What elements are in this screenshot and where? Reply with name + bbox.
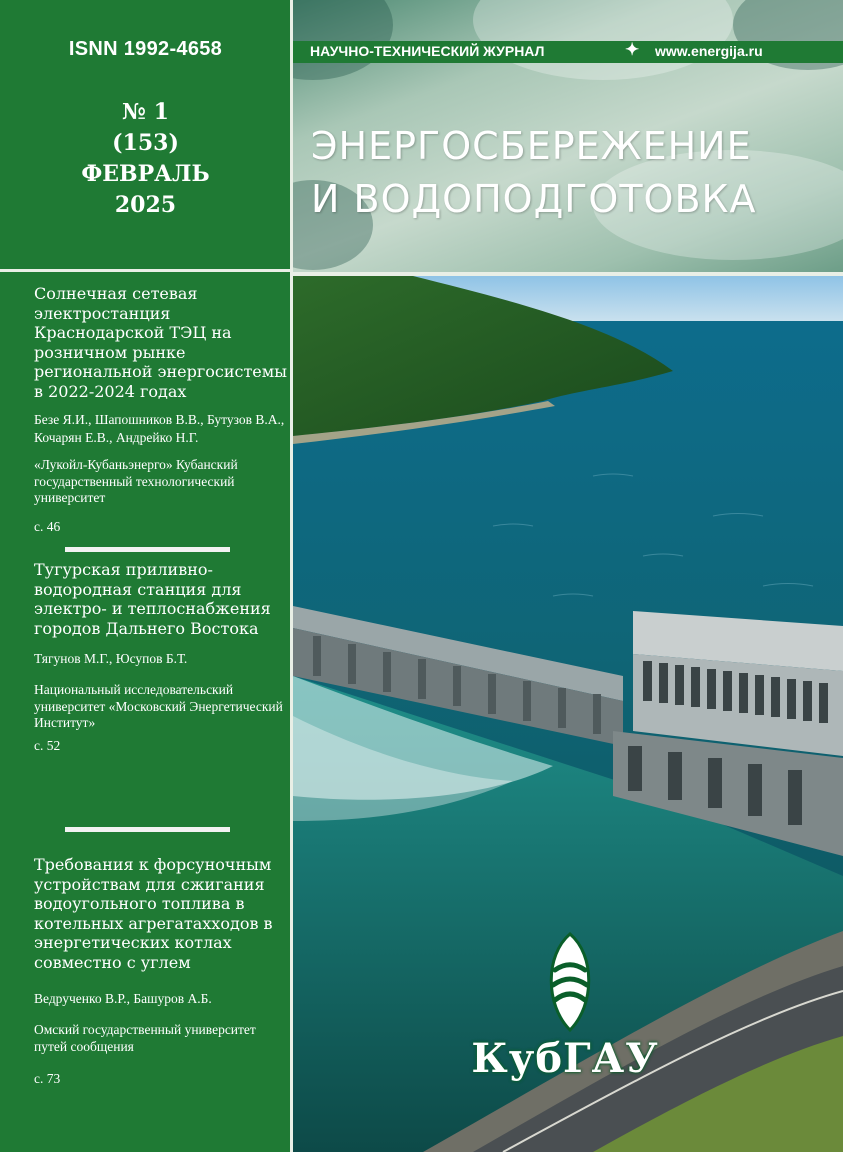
article-affiliation: Национальный исследовательский университет «Московский Энергетический Институт»	[34, 682, 283, 730]
star-icon: ✦	[625, 40, 640, 59]
article-3[interactable]	[34, 855, 289, 1087]
left-column	[0, 0, 291, 1152]
journal-title	[311, 120, 757, 226]
journal-type-label: НАУЧНО-ТЕХНИЧЕСКИЙ ЖУРНАЛ	[310, 43, 545, 59]
article-1[interactable]	[34, 284, 289, 535]
article-2[interactable]	[34, 560, 289, 754]
article-separator	[65, 547, 230, 552]
journal-title-line-2: И ВОДОПОДГОТОВКА	[311, 177, 757, 221]
journal-title-line-1: ЭНЕРГОСБЕРЕЖЕНИЕ	[311, 124, 752, 168]
sky-shadow	[293, 0, 393, 80]
header-strap	[293, 41, 843, 63]
university-logo	[470, 930, 670, 1082]
article-authors: Тягунов М.Г., Юсупов Б.Т.	[34, 651, 188, 666]
article-authors: Безе Я.И., Шапошников В.В., Бутузов В.А., Кочарян Е.В., Андрейко Н.Г.	[34, 412, 285, 445]
issue-year: 2025	[114, 192, 177, 218]
article-title: Солнечная сетевая электростанция Краснодарской ТЭЦ на розничном рынке региональной энергосистемы в 2022-2024 годах	[34, 284, 287, 401]
issue-number: № 1	[122, 99, 169, 125]
issue-info	[0, 38, 291, 221]
kubgau-leaf-emblem-icon	[475, 930, 665, 1035]
logo-text: КубГАУ	[471, 1035, 659, 1082]
article-affiliation: «Лукойл-Кубаньэнерго» Кубанский государственный технологический университет	[34, 457, 238, 505]
article-authors: Ведрученко В.Р., Башуров А.Б.	[34, 991, 212, 1006]
website-link[interactable]: www.energija.ru	[655, 43, 763, 59]
left-divider	[0, 269, 291, 272]
issue-month: ФЕВРАЛЬ	[81, 161, 210, 187]
article-page: с. 73	[34, 1071, 61, 1086]
article-affiliation: Омский государственный университет путей сообщения	[34, 1022, 256, 1054]
article-page: с. 52	[34, 737, 61, 753]
article-title: Тугурская приливно-водородная станция для электро- и теплоснабжения городов Дальнего Востока	[34, 560, 271, 638]
cover-header	[293, 0, 843, 272]
article-page: с. 46	[34, 518, 61, 534]
issn-label: ISNN 1992-4658	[68, 38, 223, 60]
article-title: Требования к форсуночным устройствам для сжигания водоугольного топлива в котельных агрегатахходов в энергетических котлах совместно с углем	[34, 855, 273, 972]
article-separator	[65, 827, 230, 832]
issue-total-number: (153)	[112, 130, 179, 156]
sky-cloud	[473, 0, 733, 80]
